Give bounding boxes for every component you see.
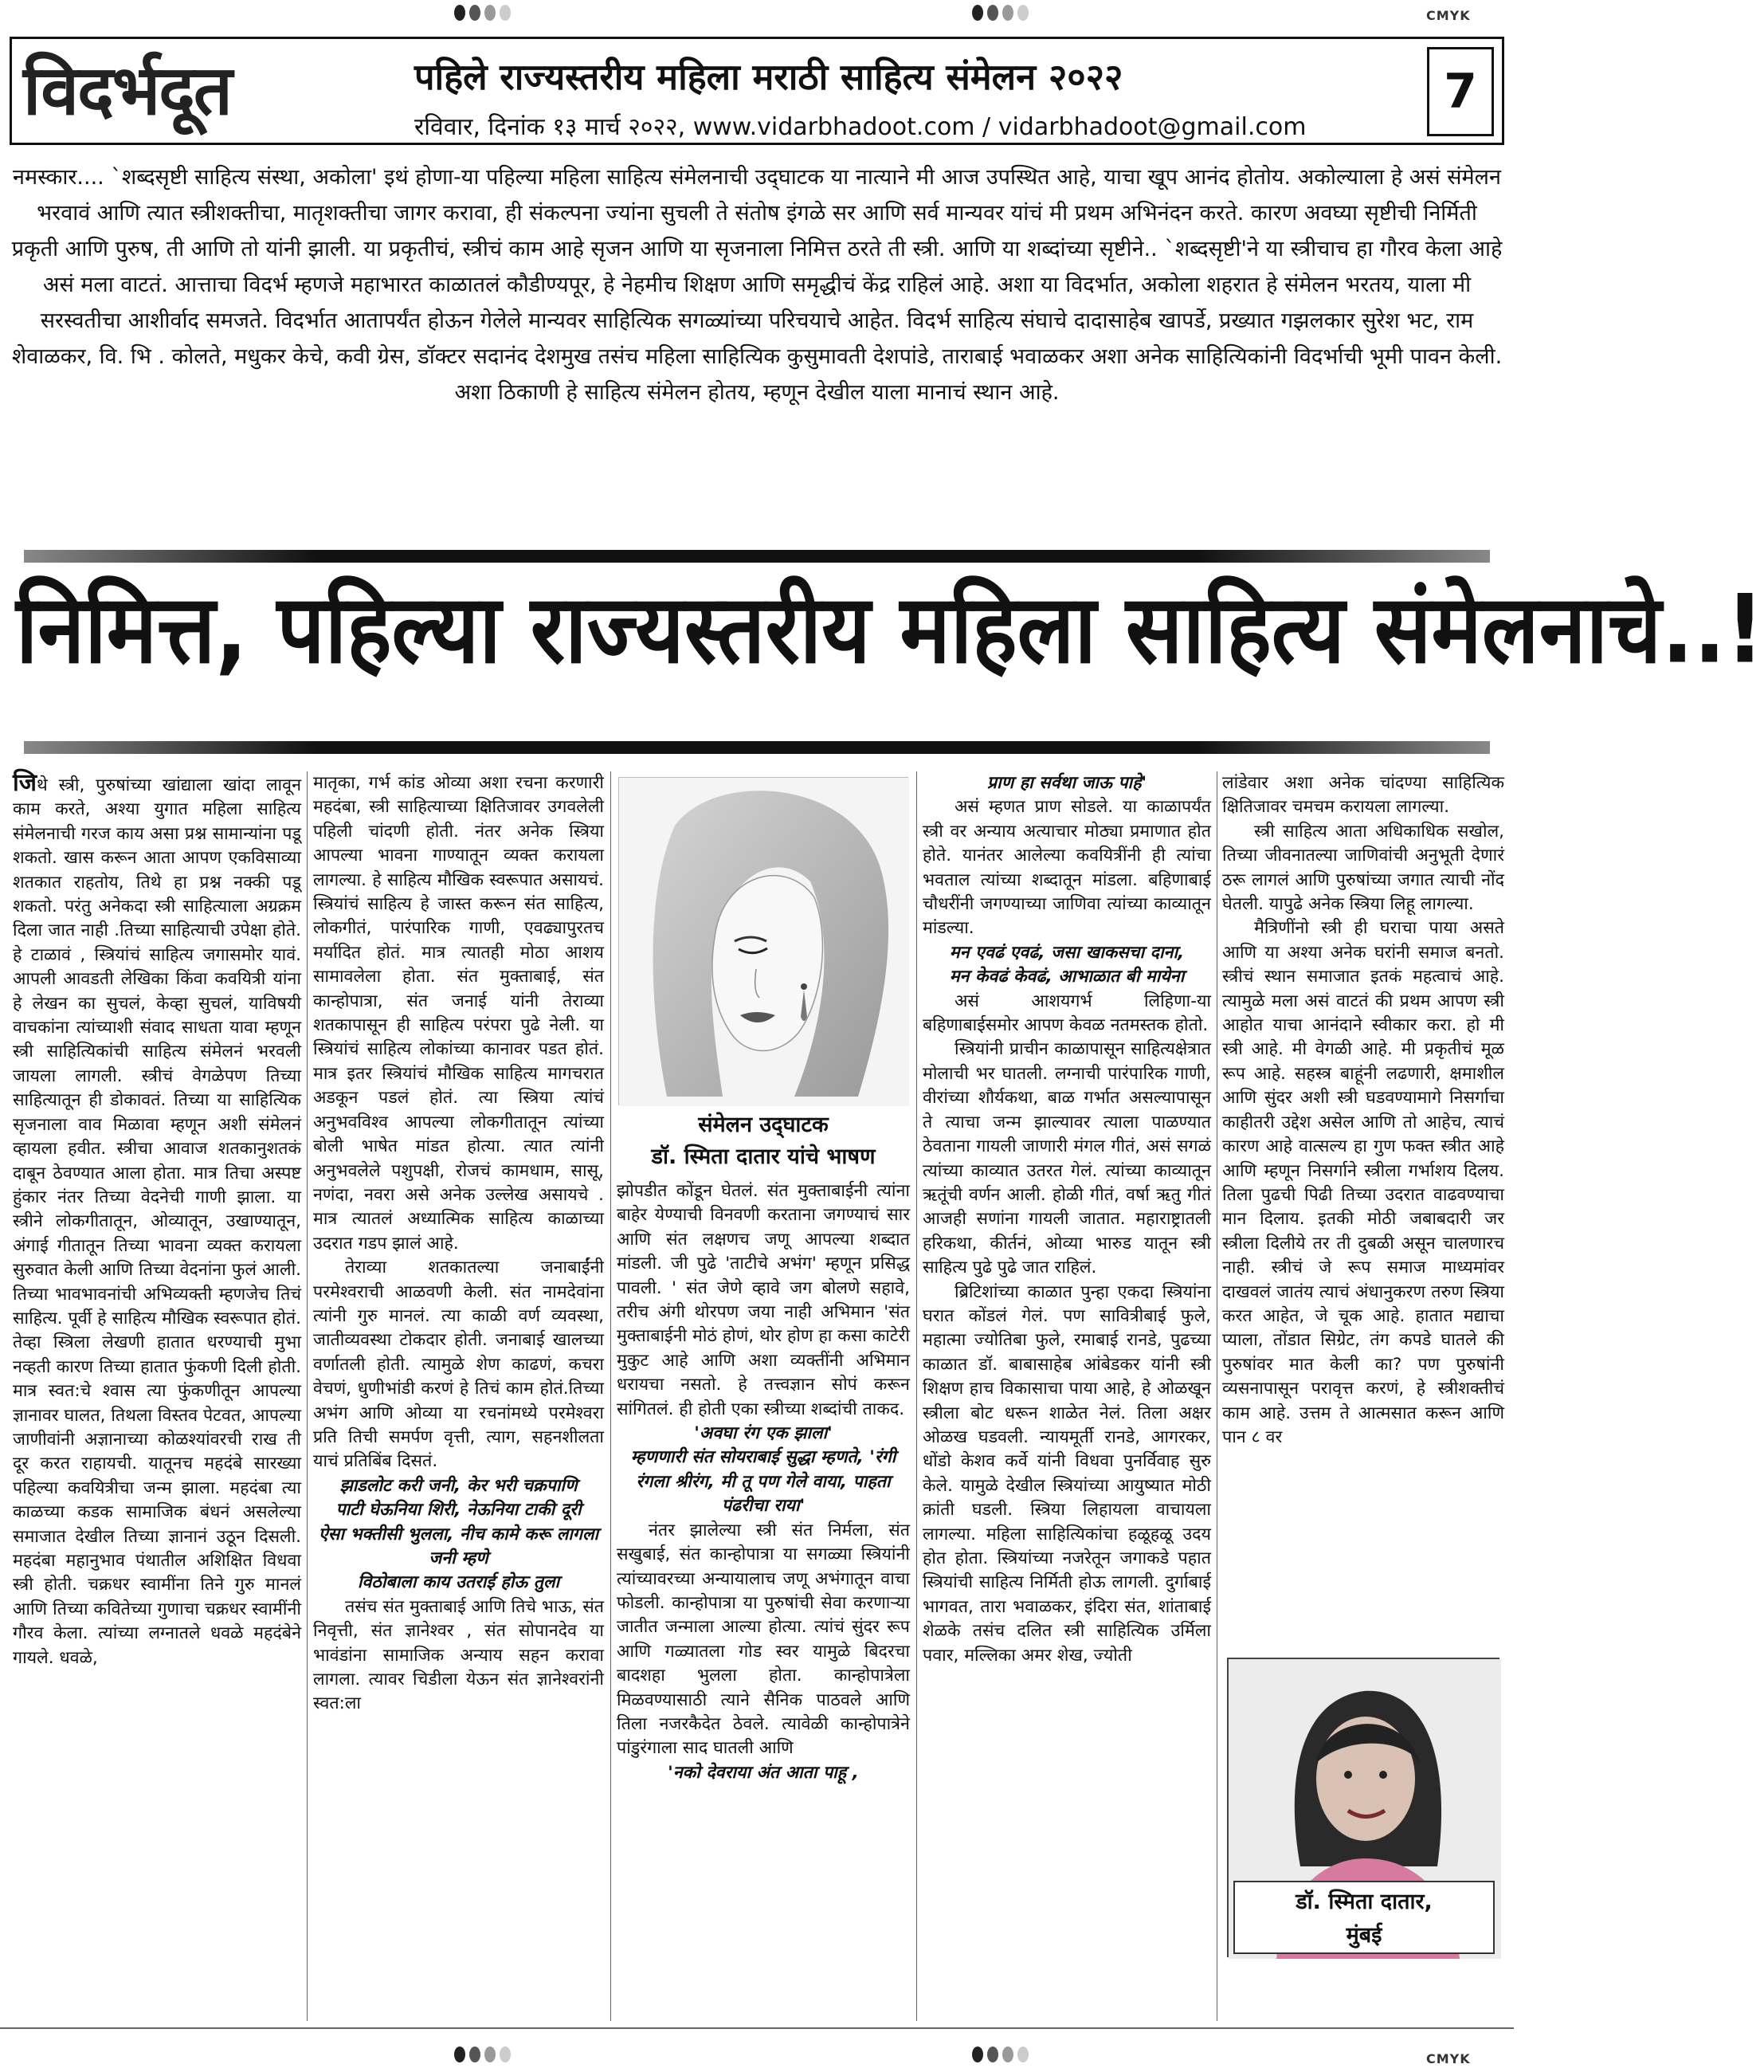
woman-sketch-illustration [618,777,908,1105]
drop-cap: जि [13,769,37,797]
poem-line: पाटी घेऊनिया शिरी, नेऊनिया टाकी दूरी [335,1500,582,1521]
poem-line: 'अवघा रंग एक झाला' [694,1423,833,1444]
poem-line: मन केवढं केवढं, आभाळात बी मायेना [949,967,1185,987]
article-paragraph: नंतर झालेल्या स्त्री संत निर्मला, संत सखुबाई, संत कान्होपात्रा या सगळ्या स्त्रियांनी त्यांच्यावरच्या अन्यायालाच जणू अभंगातून वाचा फोडली. कान्होपात्रा या पुरुषांची सेवा करणाऱ्या जातीत जन्माला आल्या होत्या. त्यांचं सुंदर रूप आणि गळ्यातला गोड स्वर यामुळे बिदरचा बादशहा भुलला होता. कान्होपात्रेला मिळवण्यासाठी त्याने सैनिक पाठवले आणि तिला नजरकैदेत ठेवले. त्यावेळी कान्होपात्रेने पांडुरंगाला साद घातली आणि [617,1520,910,1759]
article-paragraph: लांडेवार अशा अनेक चांदण्या साहित्यिक क्षितिजावर चमचम करायला लागल्या. [1222,773,1504,818]
illustration-caption [618,1109,908,1173]
article-paragraph: तसंच संत मुक्ताबाई आणि तिचे भाऊ, संत निवृत्ती, संत ज्ञानेश्वर , संत सोपानदेव या भावंडांना सामाजिक अन्याय सहन करावा लागला. त्यावर चिडीला येऊन संत ज्ञानेश्वरांनी स्वत:ला [313,1596,604,1714]
article-column-2 [313,771,604,1717]
page-number: 7 [1427,47,1494,136]
article-paragraph: स्त्रियांनी प्राचीन काळापासून साहित्यक्षेत्रात मोलाची भर घातली. लग्नाची पारंपारिक गाणी, वीरांच्या शौर्यकथा, बाळ गर्भात असल्यापासून ते त्याचा जन्म झाल्यावर त्याला पाळण्यात ठेवताना गायली जाणारी मंगल गीतं, असं सगळं त्यांच्या काव्यात उतरत गेलं. त्यांच्या काव्यातून ऋतूंची वर्णन आली. होळी गीतं, वर्षा ऋतु गीतं आजही सणांना गायली जातात. महाराष्ट्रातली हरिकथा, कीर्तनं, ओव्या भारुड यातून स्त्री साहित्य पुढे पुढे जात राहिलं. [923,1039,1211,1278]
masthead-dateline: रविवार, दिनांक १३ मार्च २०२२, www.vidarbhadoot.com / vidarbhadoot@gmail.com [414,113,1307,141]
masthead [10,37,1504,145]
poem-line: म्हणणारी संत सोयराबाई सुद्धा म्हणते, 'रंगी रंगला श्रीरंग, मी तू पण गेले वाया, पाहता पंढरीचा राया' [630,1447,896,1517]
intro-paragraph: नमस्कार.... `शब्दसृष्टी साहित्य संस्था, अकोला' इथं होणा-या पहिल्या महिला साहित्य संमेलनाची उद्‌घाटक या नात्याने मी आज उपस्थित आहे, याचा खूप आनंद होतोय. अकोल्याला हे असं संमेलन भरवावं आणि त्यात स्त्रीशक्तीचा, मातृशक्तीचा जागर करावा, ही संकल्पना ज्यांना सुचली ते संतोष इंगळे सर आणि सर्व मान्यवर यांचं मी प्रथम अभिनंदन करते. कारण अवघ्या सृष्टीची निर्मिती प्रकृती आणि पुरुष, ती आणि तो यांनी झाली. या प्रकृतीचं, स्त्रीचं काम आहे सृजन आणि या सृजनाला निमित्त ठरते ती स्त्री. आणि या शब्दांच्या सृष्टीने.. `शब्दसृष्टी'ने या स्त्रीचाच हा गौरव केला आहे असं मला वाटतं. आत्ताचा विदर्भ म्हणजे महाभारत काळातलं कौडीण्यपूर, हे नेहमीच शिक्षण आणि समृद्धीचं केंद्र राहिलं आहे. अशा या विदर्भात, अकोला शहरात हे संमेलन भरतय, याला मी सरस्वतीचा आशीर्वाद समजते. विदर्भात आतापर्यंत होऊन गेलेले मान्यवर साहित्यिक सगळ्यांच्या परिचयाचे आहेत. विदर्भ साहित्य संघाचे दादासाहेब खापर्डे, प्रख्यात गझलकार सुरेश भट, राम शेवाळकर, वि. भि . कोलते, मधुकर केचे, कवी ग्रेस, डॉक्टर सदानंद देशमुख तसंच महिला साहित्यिक कुसुमावती देशपांडे, ताराबाई भवाळकर अशा अनेक साहित्यिकांनी विदर्भाची भूमी पावन केली. अशा ठिकाणी हे साहित्य संमेलन होतय, म्हणून देखील याला मानाचं स्थान आहे. [11,165,1503,405]
cmyk-label-bottom: CMYK [1426,2051,1471,2066]
article-paragraph [13,771,301,1670]
article-paragraph: ब्रिटिशांच्या काळात पुन्हा एकदा स्त्रियांना घरात कोंडलं गेलं. पण सावित्रीबाई फुले, महात्मा ज्योतिबा फुले, रमाबाई रानडे, पुढच्या काळात डॉ. बाबासाहेब आंबेडकर यांनी स्त्री शिक्षण हाच विकासाचा पाया आहे, हे ओळखून स्त्रीला बोट धरून शाळेत नेलं. तिला अक्षर ओळख घडवली. न्यायमूर्ती रानडे, आगरकर, धोंडो केशव कर्वे यांनी विधवा पुनर्विवाह सुरु केले. यामुळे देखील स्त्रियांच्या आयुष्यात मोठी क्रांती घडली. स्त्रिया लिहायला वाचायला लागल्या. महिला साहित्यिकांचा हळूहळू उदय होत होता. स्त्रियांच्या नजरेतून जगाकडे पहात स्त्रियांची साहित्य निर्मिती होऊ लागली. दुर्गाबाई भागवत, तारा भवाळकर, इंदिरा संत, शांताबाई शेळके तसंच दलित स्त्री साहित्यिक उर्मिला पवार, मल्लिका अमर शेख, ज्योती [923,1281,1211,1666]
article-paragraph: असं म्हणत प्राण सोडले. या काळापर्यंत स्त्री वर अन्याय अत्याचार मोठ्या प्रमाणात होत होते. यानंतर आलेल्या कवयित्रींनी ही त्यांचा भवताल त्यांच्या शब्दातून मांडला. बहिणाबाई चौधरींनी जगण्याच्या जाणिवा त्यांच्या काव्यातून मांडल्या. [923,797,1211,939]
headline: निमित्त, पहिल्या राज्यस्तरीय महिला साहित्य संमेलनाचे..! [16,574,1764,685]
article-column-4 [923,771,1211,1668]
author-photo-caption [1233,1881,1495,1954]
headline-rule-bottom [24,741,1490,754]
masthead-title: पहिले राज्यस्तरीय महिला मराठी साहित्य संमेलन २०२२ [414,56,1123,98]
cmyk-label-top: CMYK [1426,8,1471,23]
article-paragraph: असं आशयगर्भ लिहिणा-या बहिणाबाईसमोर आपण केवळ नतमस्तक होतो. [923,991,1211,1036]
caption-line: डॉ. स्मिता दातार, [1296,1890,1433,1914]
poem-line: झाडलोट करी जनी, केर भरी चक्रपाणि [339,1475,578,1496]
newspaper-logo: विदर्भदूत [23,50,231,131]
caption-line: डॉ. स्मिता दातार यांचे भाषण [651,1144,876,1169]
paragraph-text: थे स्त्री, पुरुषांच्या खांद्याला खांदा लावून काम करते, अश्या युगात महिला साहित्य संमेलनाची गरज काय असा प्रश्न सामान्यांना पडू शकतो. खास करून आता आपण एकविसाव्या शतकात राहतोय, तिथे हा प्रश्न नक्की पडू शकतो. परंतु अनेकदा स्त्री साहित्याला अग्रक्रम दिला जात नाही .तिच्या साहित्याची उपेक्षा होते. हे टाळावं , स्त्रियांचं साहित्य जगासमोर यावं. आपली आवडती लेखिका किंवा कवयित्री यांना हे लेखन का सुचलं, केव्हा सुचलं, याविषयी वाचकांना त्यांच्याशी संवाद साधता यावा म्हणून स्त्री साहित्यिकांची साहित्य संमेलनं भरवली जायला लागली. स्त्रीचं वेगळेपण तिच्या साहित्यातून ही डोकावतं. तिच्या या साहित्यिक सृजनाला वाव मिळावा म्हणून अशी संमेलनं व्हायला हवीत. स्त्रीचा आवाज शतकानुशतकं दाबून ठेवण्यात आला होता. मात्र तिचा अस्पष्ट हुंकार नंतर तिच्या वेदनेची गाणी झाला. या स्त्रीने लोकगीतातून, ओव्यातून, उखाण्यातून, अंगाई गीतातून तिच्या भावना व्यक्त करायला सुरुवात केली आणि तिच्या वेदनांना फुलं आली. तिच्या भावभावनांची अभिव्यक्ती म्हणजेच तिचं साहित्य. पूर्वी हे साहित्य मौखिक स्वरूपात होतं. तेव्हा स्त्रिला लेखणी हातात धरण्याची मुभा नव्हती कारण तिच्या हातात फुंकणी दिली होती. मात्र स्वत:चे श्वास त्या फुंकणीतून आपल्या ज्ञानावर घालत, तिथला विस्तव पेटवत, आपल्या जाणीवांनी अज्ञानाच्या कोळश्यांवरची राख ती दूर करत राहायची. यातूनच महदंबे सारख्या पहिल्या कवयित्रीचा जन्म झाला. महदंबा त्या काळच्या कडक सामाजिक बंधनं असलेल्या समाजात देखील तिच्या ज्ञानानं उठून दिसली. महदंबा महानुभाव पंथातील अशिक्षित विधवा स्त्री होती. चक्रधर स्वामींना तिने गुरु मानलं आणि तिच्या कवितेच्या गुणाचा चक्रधर स्वामींनी गौरव केला. त्यांच्या लग्नातले धवळे महदंबेने गायले. धवळे, [13,775,301,1668]
column-divider [307,771,308,2021]
registration-marks-bottom-left [454,2046,511,2062]
article-column-3 [617,1179,910,1785]
article-paragraph: मैत्रिणींनो स्त्री ही घराचा पाया असते आणि या अश्या अनेक घरांनी समाज बनतो. स्त्रीचं स्थान समाजात इतकं महत्वाचं आहे. त्यामुळे मला असं वाटतं की प्रथम आपण स्त्री आहोत याचा आनंदाने स्वीकार करा. हो मी स्त्री आहे. मी वेगळी आहे. मी प्रकृतीचं मूळ रूप आहे. सहस्त्र बाहूंनी लढणारी, क्षमाशील आणि सुंदर अशी स्त्री घडवण्यामागे निसर्गाचा काहीतरी उद्देश असेल आणि तो आहेच, त्याचं कारण आहे वात्सल्य हा गुण फक्त स्त्रीत आहे आणि म्हणून निसर्गाने स्त्रीला गर्भाशय दिलय. तिला पुढची पिढी तिच्या उदरात वाढवण्याचा मान दिलाय. इतकी मोठी जबाबदारी जर स्त्रीला दिलीये तर ती दुबळी असून चालणारच नाही. स्त्रीचं जे रूप समाज माध्यमांवर दाखवलं जातंय त्याचं अंधानुकरण तरुण स्त्रिया करत आहेत, जे चूक आहे. हातात मद्याचा प्याला, तोंडात सिग्रेट, तंग कपडे घातले की पुरुषांवर मात केली का? पण पुरुषांनी व्यसनापासून परावृत्त करणं, हे स्त्रीशक्तीचं काम आहे. उत्तम ते आत्मसात करून आणि पान ८ वर [1222,918,1504,1447]
registration-marks-top-left [454,5,511,21]
caption-line: संमेलन उद्‌घाटक [698,1113,829,1137]
headline-rule-top [24,550,1490,563]
page-bottom-rule [0,2027,1514,2029]
caption-line: मुंबई [1346,1923,1382,1948]
poem-line: ऐसा भक्तीसी भुलला, नीच कामे करू लागला जनी म्हणे [318,1524,599,1568]
column-divider [610,771,611,2021]
article-paragraph: मातृका, गर्भ कांड ओव्या अशा रचना करणारी महदंबा, स्त्री साहित्याच्या क्षितिजावर उगवलेली पहिली चांदणी होती. नंतर अनेक स्त्रिया आपल्या भावना गाण्यातून व्यक्त करायला लागल्या. हे साहित्य मौखिक स्वरूपात असायचं. स्त्रियांचं साहित्य हे जास्त करून संत साहित्य, लोकगीतं, पारंपारिक गाणी, एवढ्यापुरतच मर्यादित होतं. मात्र त्यातही मोठा आशय सामावलेला होता. संत मुक्ताबाई, संत कान्होपात्रा, संत जनाई यांनी तेराव्या शतकापासून ही साहित्य परंपरा पुढे नेली. या स्त्रियांचं साहित्य लोकांच्या कानावर पडत होतं. मात्र इतर स्त्रियांचं मौखिक साहित्य मागचरात अडकून पडलं होतं. त्या स्त्रिया त्यांचं अनुभवविश्व आपल्या लोकगीतातून त्यांच्या बोली भाषेत मांडत होत्या. त्यात त्यांनी अनुभवलेले पशुपक्षी, रोजचं कामधाम, सासू, नणंदा, नवरा असे अनेक उल्लेख असायचे . मात्र त्यातलं अध्यात्मिक साहित्य काळाच्या उदरात गडप झालं आहे. [313,773,604,1254]
column-divider [916,771,917,2021]
article-paragraph: तेराव्या शतकातल्या जनाबाईंनी परमेश्वराची आळवणी केली. संत नामदेवांना त्यांनी गुरु मानलं. त्या काळी वर्ण व्यवस्था, जातीव्यवस्था टोकदार होती. जनाबाई खालच्या वर्णातली होती. त्यामुळे शेण काढणं, कचरा वेचणं, धुणीभांडी करणं हे तिचं काम होतं.तिच्या अभंग आणि ओव्या या रचनांमध्ये परमेश्वरा प्रति तिची समर्पण वृत्ती, त्याग, सहनशीलता याचं प्रतिबिंब दिसतं. [313,1258,604,1472]
registration-marks-bottom-right [972,2046,1029,2062]
poem-line: विठोबाला काय उतराई होऊ तुला [357,1572,560,1593]
poem-line: प्राण हा सर्वथा जाऊ पाहे' [986,773,1147,793]
registration-marks-top-right [972,5,1029,21]
article-column-1 [13,771,301,1670]
article-column-5 [1222,771,1504,1450]
poem-line: मन एवढं एवढं, जसा खाकसचा दाना, [949,942,1185,963]
poem-line: 'नको देवराया अंत आता पाहू , [668,1762,859,1783]
article-paragraph: झोपडीत कोंडून घेतलं. संत मुक्ताबाईनी त्यांना बाहेर येण्याची विनवणी करताना जगण्याचं सार आणि संत लक्षणच जणू आपल्या शब्दात मांडली. जी पुढे 'ताटीचे अभंग' म्हणून प्रसिद्ध पावली. ' संत जेणे व्हावे जग बोलणे सहावे, तरीच अंगी थोरपण जया नाही अभिमान 'संत मुक्ताबाईनी मोठं होणं, थोर होण हा कसा काटेरी मुकुट आहे आणि अशा व्यक्तींनी अभिमान धरायचा नसतो. हे तत्त्वज्ञान सोपं करून सांगितलं. ही होती एका स्त्रीच्या शब्दांची ताकद. [617,1181,910,1419]
article-paragraph: स्त्री साहित्य आता अधिकाधिक सखोल, तिच्या जीवनातल्या जाणिवांची अनुभूती देणारं ठरू लागलं आणि पुरुषांच्या जगात त्याची नोंद घेतली. यापुढे अनेक स्त्रिया लिहू लागल्या. [1222,821,1504,915]
